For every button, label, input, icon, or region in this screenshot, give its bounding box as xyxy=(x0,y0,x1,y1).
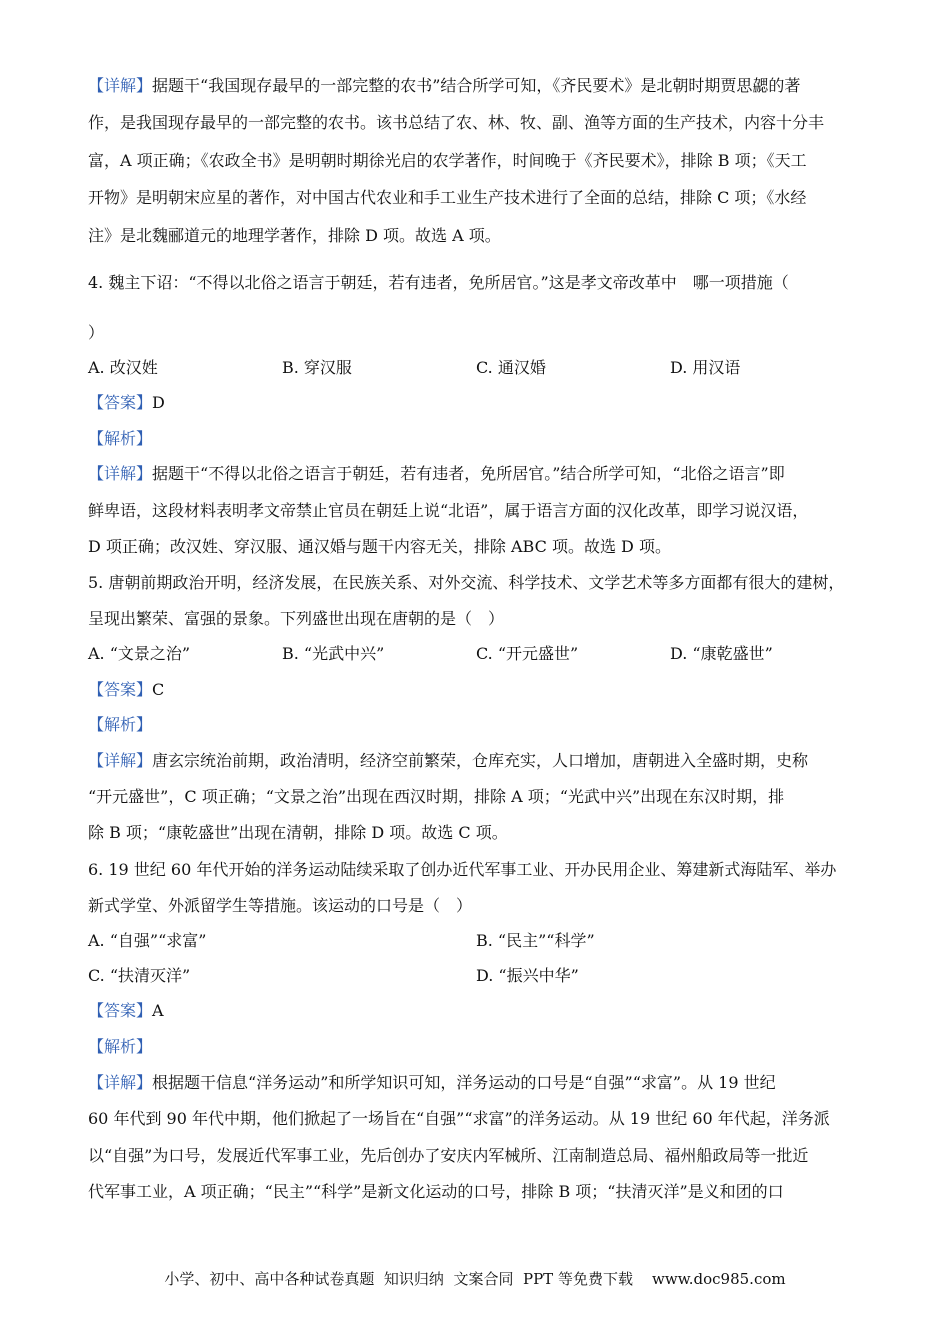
question-4-stem: 4. 魏主下诏：“不得以北俗之语言于朝廷，若有违者，免所居官。”这是孝文帝改革中 哪一项措施（ xyxy=(88,273,789,292)
question-5-option-a: A. “文景之治” xyxy=(88,644,191,663)
question-6-analysis-tag: 【解析】 xyxy=(88,1037,153,1056)
question-4-option-c: C. 通汉婚 xyxy=(476,358,546,377)
question-5-explain: “开元盛世”，C 项正确；“文景之治”出现在西汉时期，排除 A 项；“光武中兴”出现在东汉时期，排 xyxy=(88,787,785,806)
question-5-option-d: D. “康乾盛世” xyxy=(670,644,773,663)
answer-tag: 【答案】 xyxy=(88,393,153,412)
question-5-explain: 除 B 项；“康乾盛世”出现在清朝，排除 D 项。故选 C 项。 xyxy=(88,823,508,842)
question-4-analysis-tag: 【解析】 xyxy=(88,429,153,448)
question-5-explain: 【详解】唐玄宗统治前期，政治清明，经济空前繁荣，仓库充实，人口增加，唐朝进入全盛时期，史称 xyxy=(88,751,809,770)
question-6-option-a: A. “自强”“求富” xyxy=(88,931,207,950)
question-4-stem: ） xyxy=(88,323,105,342)
question-6-explain: 【详解】根据题干信息“洋务运动”和所学知识可知，洋务运动的口号是“自强”“求富”。从 19 世纪 xyxy=(88,1073,776,1092)
question-4-option-b: B. 穿汉服 xyxy=(282,358,352,377)
explain-tag: 【详解】 xyxy=(88,76,153,95)
explain-line: 注》是北魏郦道元的地理学著作，排除 D 项。故选 A 项。 xyxy=(88,226,501,245)
question-4-option-d: D. 用汉语 xyxy=(670,358,741,377)
question-6-option-b: B. “民主”“科学” xyxy=(476,931,595,950)
answer-tag: 【答案】 xyxy=(88,680,153,699)
question-6-explain: 代军事工业，A 项正确；“民主”“科学”是新文化运动的口号，排除 B 项；“扶清灭洋”是义和团的口 xyxy=(88,1182,784,1201)
page-footer: 小学、初中、高中各种试卷真题 知识归纳 文案合同 PPT 等免费下载 www.doc985.com xyxy=(164,1270,786,1288)
question-5-analysis-tag: 【解析】 xyxy=(88,715,153,734)
question-4-option-a: A. 改汉姓 xyxy=(88,358,158,377)
question-6-explain: 60 年代到 90 年代中期，他们掀起了一场旨在“自强”“求富”的洋务运动。从 19 世纪 60 年代起，洋务派 xyxy=(88,1109,830,1128)
explain-tag: 【详解】 xyxy=(88,751,153,770)
explain-line: 作，是我国现存最早的一部完整的农书。该书总结了农、林、牧、副、渔等方面的生产技术，内容十分丰 xyxy=(88,113,825,132)
question-6-option-d: D. “振兴中华” xyxy=(476,966,579,985)
question-5-stem: 5. 唐朝前期政治开明，经济发展，在民族关系、对外交流、科学技术、文学艺术等多方面都有很大的建树， xyxy=(88,573,845,592)
question-6-answer xyxy=(88,1000,164,1022)
explain-line: 富，A 项正确；《农政全书》是明朝时期徐光启的农学著作，时间晚于《齐民要术》，排除 B 项；《天工 xyxy=(88,151,807,170)
answer-tag: 【答案】 xyxy=(88,1001,153,1020)
question-6-option-c: C. “扶清灭洋” xyxy=(88,966,191,985)
question-5-stem: 呈现出繁荣、富强的景象。下列盛世出现在唐朝的是（ ） xyxy=(88,609,505,628)
question-6-explain: 以“自强”为口号，发展近代军事工业，先后创办了安庆内军械所、江南制造总局、福州船政局等一批近 xyxy=(88,1146,809,1165)
answer-value: A xyxy=(152,1001,164,1020)
question-4-explain: 【详解】据题干“不得以北俗之语言于朝廷，若有违者，免所居官。”结合所学可知，“北俗之语言”即 xyxy=(88,464,785,483)
question-6-stem: 6. 19 世纪 60 年代开始的洋务运动陆续采取了创办近代军事工业、开办民用企业、筹建新式海陆军、举办 xyxy=(88,860,837,879)
question-5-option-b: B. “光武中兴” xyxy=(282,644,385,663)
question-4-explain: 鲜卑语，这段材料表明孝文帝禁止官员在朝廷上说“北语”，属于语言方面的汉化改革，即学习说汉语， xyxy=(88,501,809,520)
question-4-explain: D 项正确；改汉姓、穿汉服、通汉婚与题干内容无关，排除 ABC 项。故选 D 项。 xyxy=(88,537,671,556)
explain-tag: 【详解】 xyxy=(88,464,153,483)
explain-line: 【详解】据题干“我国现存最早的一部完整的农书”结合所学可知，《齐民要术》是北朝时期贾思勰的著 xyxy=(88,76,801,95)
question-4-answer xyxy=(88,392,165,414)
question-5-answer xyxy=(88,679,164,701)
question-5-option-c: C. “开元盛世” xyxy=(476,644,579,663)
explain-line: 开物》是明朝宋应星的著作，对中国古代农业和手工业生产技术进行了全面的总结，排除 C 项；《水经 xyxy=(88,188,807,207)
answer-value: D xyxy=(152,393,165,412)
question-6-stem: 新式学堂、外派留学生等措施。该运动的口号是（ ） xyxy=(88,896,473,915)
explain-tag: 【详解】 xyxy=(88,1073,153,1092)
answer-value: C xyxy=(152,680,165,699)
